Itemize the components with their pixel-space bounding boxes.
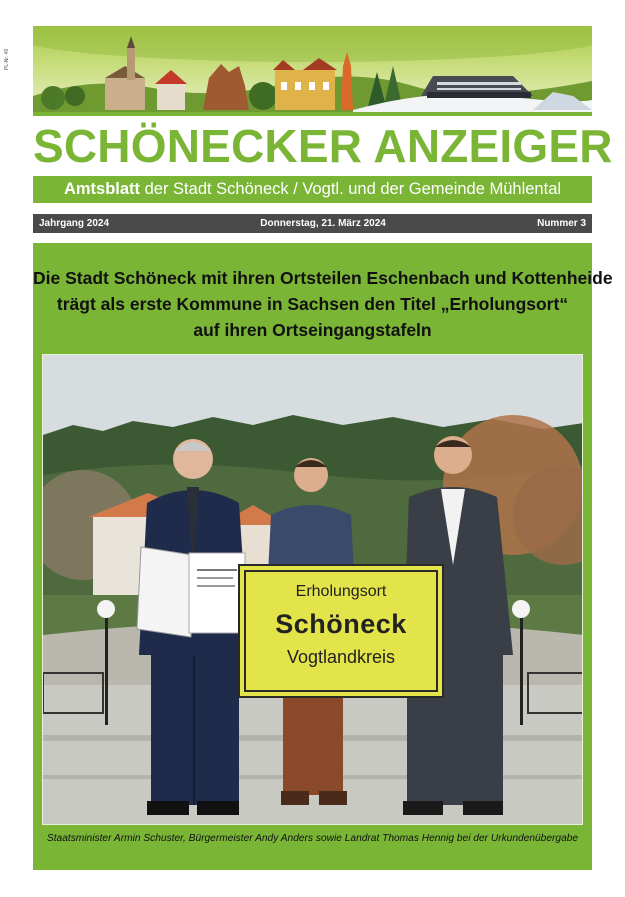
feature-article bbox=[33, 243, 613, 870]
sign-line-2: Schöneck bbox=[275, 609, 407, 639]
print-code: PL-Nr. 49 bbox=[4, 48, 10, 70]
sign-line-1: Erholungsort bbox=[295, 583, 387, 600]
headline-line: trägt als erste Kommune in Sachsen den Titel „Erholungsort“ bbox=[56, 294, 569, 314]
volume-label: Jahrgang 2024 bbox=[39, 218, 110, 229]
issue-number: Nummer 3 bbox=[537, 218, 586, 229]
newspaper-subtitle bbox=[33, 176, 592, 203]
subtitle-bold: Amtsblatt bbox=[63, 180, 141, 198]
newspaper-title: SCHÖNECKER ANZEIGER bbox=[33, 120, 613, 172]
photo-caption: Staatsminister Armin Schuster, Bürgermeister Andy Anders sowie Landrat Thomas Hennig bei der Urkundenübergabe bbox=[46, 833, 579, 844]
header-banner-illustration bbox=[33, 26, 592, 112]
issue-date: Donnerstag, 21. März 2024 bbox=[260, 218, 386, 229]
headline-line: auf ihren Ortseingangstafeln bbox=[193, 320, 432, 340]
feature-photo bbox=[42, 354, 583, 825]
subtitle-rest: der Stadt Schöneck / Vogtl. und der Gemeinde Mühlental bbox=[140, 180, 562, 198]
sign-line-3: Vogtlandkreis bbox=[286, 647, 396, 667]
masthead-rule bbox=[33, 112, 592, 116]
headline-line: Die Stadt Schöneck mit ihren Ortsteilen Eschenbach und Kottenheide bbox=[33, 268, 613, 288]
issue-info-bar bbox=[33, 214, 592, 233]
feature-headline bbox=[33, 265, 613, 343]
